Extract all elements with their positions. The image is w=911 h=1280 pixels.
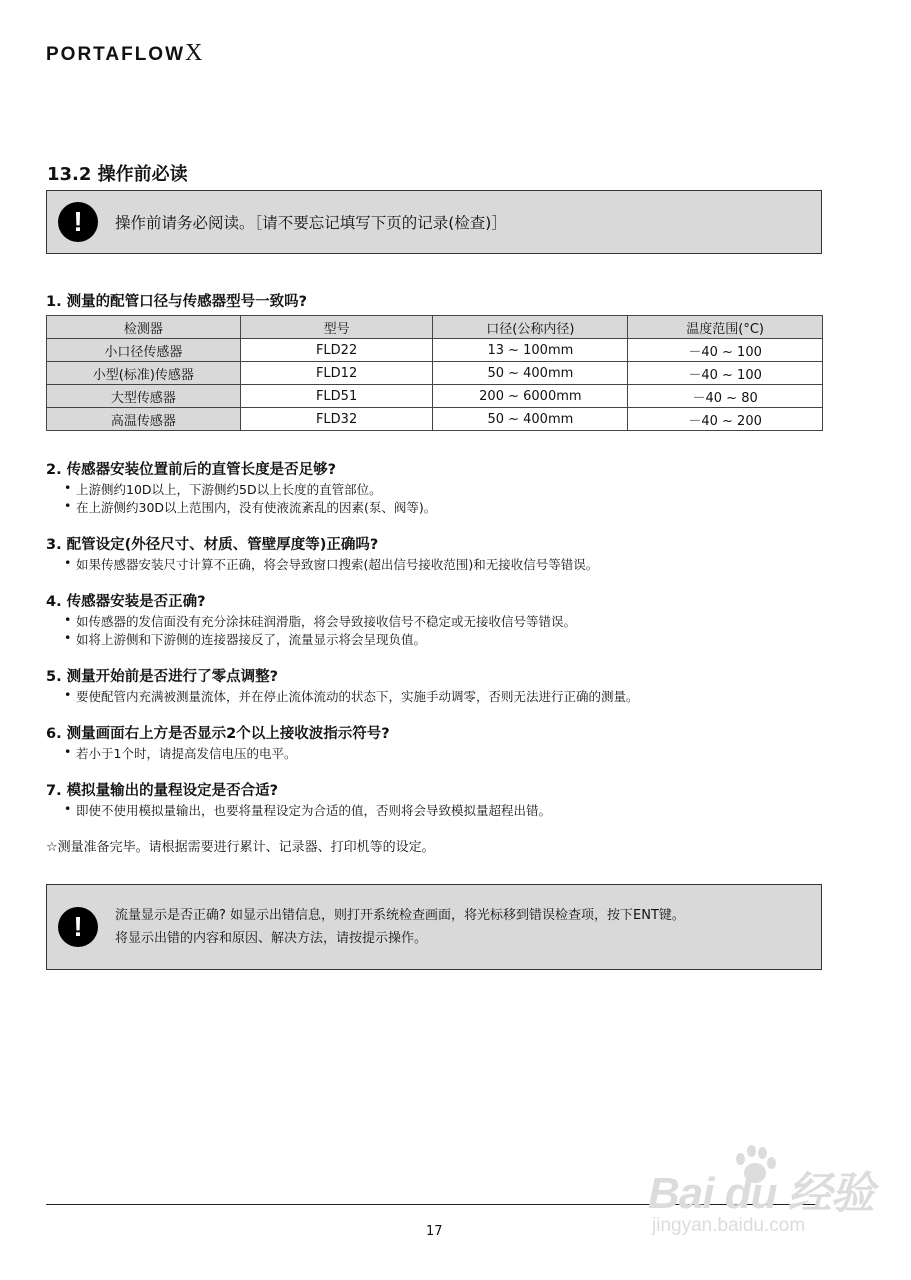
col-header-detector: 检测器 [47, 316, 241, 339]
notice-line: 流量显示是否正确? 如显示出错信息，则打开系统检查画面，将光标移到错误检查项，按下ENT键。 [115, 908, 685, 923]
table-row [47, 339, 823, 362]
bullet-item: • 要使配管内充满被测量流体，并在停止流体流动的状态下，实施手动调零，否则无法进行正确的测量。 [76, 687, 639, 705]
bullet-item: • 在上游侧约30D以上范围内，没有使液流紊乱的因素(泵、阀等)。 [76, 498, 436, 516]
bullet-item: • 上游侧约10D以上，下游侧约5D以上长度的直管部位。 [76, 480, 382, 498]
notice-text: 操作前请务必阅读。［请不要忘记填写下页的记录(检查)］ [115, 214, 507, 232]
table-cell: 大型传感器 [47, 385, 241, 408]
table-row [47, 408, 823, 431]
table-cell: －40 ~ 200 [628, 408, 823, 431]
exclamation-icon: ! [58, 907, 98, 947]
table-cell: FLD32 [240, 408, 433, 431]
question-2-heading: 2. 传感器安装位置前后的直管长度是否足够? [46, 462, 337, 478]
watermark-url: jingyan.baidu.com [652, 1215, 806, 1236]
notice-box-bottom [46, 884, 822, 970]
logo-main: PORTAFLOW [46, 44, 186, 65]
notice-box-top [46, 190, 822, 254]
table-cell: －40 ~ 80 [628, 385, 823, 408]
bullet-item: • 若小于1个时，请提高发信电压的电平。 [76, 744, 296, 762]
section-title: 13.2 操作前必读 [47, 164, 188, 185]
col-header-temperature: 温度范围(°C) [628, 316, 823, 339]
table-cell: FLD22 [240, 339, 433, 362]
question-6-heading: 6. 测量画面右上方是否显示2个以上接收波指示符号? [46, 726, 390, 742]
col-header-model: 型号 [240, 316, 433, 339]
question-7-heading: 7. 模拟量输出的量程设定是否合适? [46, 783, 279, 799]
page-number: 17 [426, 1224, 443, 1239]
table-cell: 13 ~ 100mm [433, 339, 628, 362]
notice-line: 将显示出错的内容和原因、解决方法，请按提示操作。 [115, 931, 428, 946]
table-cell: 小型(标准)传感器 [47, 362, 241, 385]
sensor-spec-table [46, 315, 823, 431]
notice-text [115, 904, 685, 950]
question-1-heading: 1. 测量的配管口径与传感器型号一致吗? [46, 294, 308, 310]
question-4-heading: 4. 传感器安装是否正确? [46, 594, 206, 610]
col-header-diameter: 口径(公称内径) [433, 316, 628, 339]
bullet-item: • 如传感器的发信面没有充分涂抹硅润滑脂，将会导致接收信号不稳定或无接收信号等错误。 [76, 612, 576, 630]
bullet-item: • 如将上游侧和下游侧的连接器接反了，流量显示将会呈现负值。 [76, 630, 426, 648]
baidu-watermark [648, 1145, 878, 1245]
table-header-row [47, 316, 823, 339]
table-cell: 50 ~ 400mm [433, 362, 628, 385]
table-row [47, 362, 823, 385]
table-cell: FLD12 [240, 362, 433, 385]
table-cell: 高温传感器 [47, 408, 241, 431]
table-cell: 200 ~ 6000mm [433, 385, 628, 408]
bullet-item: • 如果传感器安装尺寸计算不正确，将会导致窗口搜索(超出信号接收范围)和无接收信号等错误。 [76, 555, 598, 573]
table-row [47, 385, 823, 408]
table-cell: FLD51 [240, 385, 433, 408]
table-cell: －40 ~ 100 [628, 339, 823, 362]
question-5-heading: 5. 测量开始前是否进行了零点调整? [46, 669, 279, 685]
logo-x: X [185, 40, 203, 66]
table-cell: 小口径传感器 [47, 339, 241, 362]
bullet-item: • 即使不使用模拟量输出，也要将量程设定为合适的值，否则将会导致模拟量超程出错。 [76, 801, 551, 819]
preparation-note: ☆测量准备完毕。请根据需要进行累计、记录器、打印机等的设定。 [46, 840, 435, 855]
question-3-heading: 3. 配管设定(外径尺寸、材质、管壁厚度等)正确吗? [46, 537, 379, 553]
watermark-brand: Bai du 经验 [648, 1169, 874, 1218]
table-cell: －40 ~ 100 [628, 362, 823, 385]
portaflow-logo [46, 40, 202, 67]
exclamation-icon: ! [58, 202, 98, 242]
table-cell: 50 ~ 400mm [433, 408, 628, 431]
